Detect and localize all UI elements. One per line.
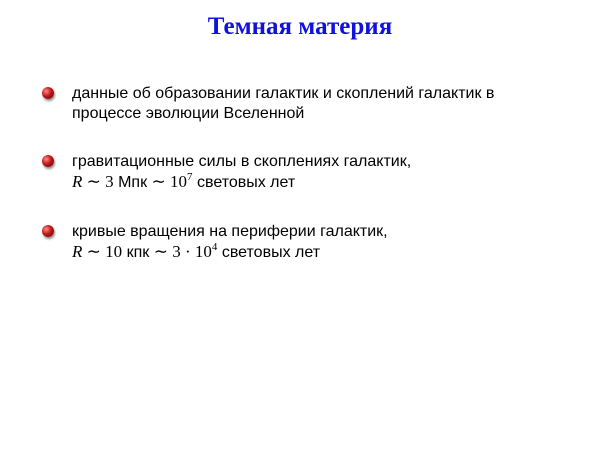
bullet-text-line1: данные об образовании галактик и скоплений галактик в <box>72 85 495 102</box>
formula-variable: R <box>72 172 83 191</box>
bullet-item-rotation-curves <box>40 222 570 264</box>
bullet-item-formation <box>40 84 570 124</box>
formula-base: ∼ 10 <box>151 172 188 191</box>
bullet-formula <box>72 242 570 264</box>
bullet-text-line1: гравитационные силы в скоплениях галактик, <box>72 153 412 170</box>
formula-math <box>72 242 122 261</box>
formula-exponent: 7 <box>187 171 193 183</box>
formula-variable: R <box>72 242 83 261</box>
formula-unit: Мпк <box>118 174 148 191</box>
bullet-text-line2: процессе эволюции Вселенной <box>72 105 305 122</box>
formula-power <box>152 172 193 191</box>
formula-tail: световых лет <box>197 174 296 191</box>
formula-power <box>154 242 218 261</box>
bullet-ball-icon <box>42 155 54 167</box>
formula-unit: кпк <box>126 244 150 261</box>
formula-relation: ∼ 10 <box>86 242 123 261</box>
bullet-text-line1: кривые вращения на периферии галактик, <box>72 223 388 240</box>
formula-relation: ∼ 3 <box>86 172 114 191</box>
formula-tail: световых лет <box>221 244 321 261</box>
formula-math <box>72 172 114 191</box>
bullet-item-cluster-gravity <box>40 152 570 194</box>
bullet-formula <box>72 172 570 194</box>
bullet-ball-icon <box>42 225 54 237</box>
formula-base: ∼ 3 · 10 <box>153 242 212 261</box>
slide-title: Темная материя <box>207 13 393 40</box>
formula-exponent: 4 <box>211 241 218 253</box>
bullet-list <box>40 84 570 292</box>
bullet-ball-icon <box>42 87 54 99</box>
